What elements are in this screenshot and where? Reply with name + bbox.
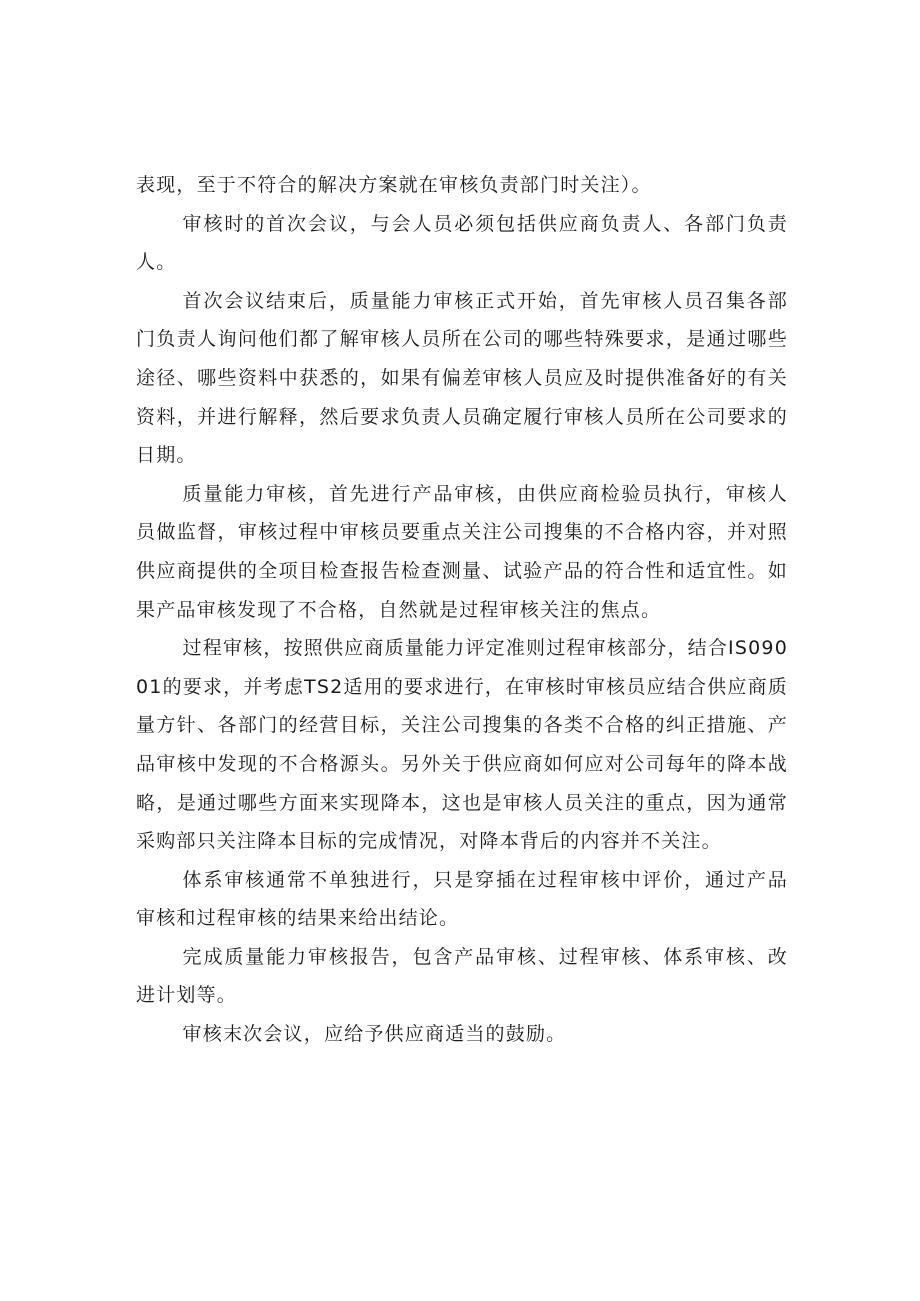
paragraph-continuation: 表现，至于不符合的解决方案就在审核负责部门时关注）。	[136, 174, 652, 196]
paragraph-product-audit: 质量能力审核，首先进行产品审核，由供应商检验员执行，审核人员做监督，审核过程中审核员要重点关注公司搜集的不合格内容，并对照供应商提供的全项目检查报告检查测量、试验产品的符合性和适宜性。如果产品审核发现了不合格，自然就是过程审核关注的焦点。	[136, 482, 788, 621]
paragraph-closing-meeting: 审核末次会议，应给予供应商适当的鼓励。	[182, 1023, 567, 1046]
paragraph-audit-report: 完成质量能力审核报告，包含产品审核、过程审核、体系审核、改进计划等。	[136, 945, 788, 1007]
paragraph-system-audit: 体系审核通常不单独进行，只是穿插在过程审核中评价，通过产品审核和过程审核的结果来给出结论。	[136, 868, 788, 930]
paragraph-process-audit: 过程审核，按照供应商质量能力评定准则过程审核部分，结合IS09001的要求，并考虑TS2适用的要求进行，在审核时审核员应结合供应商质量方针、各部门的经营目标，关注公司搜集的各类不合格的纠正措施、产品审核中发现的不合格源头。另外关于供应商如何应对公司每年的降本战略，是通过哪些方面来实现降本，这也是审核人员关注的重点，因为通常采购部只关注降本目标的完成情况，对降本背后的内容并不关注。	[136, 637, 788, 853]
document-body	[136, 166, 788, 1054]
paragraph-opening-meeting: 审核时的首次会议，与会人员必须包括供应商负责人、各部门负责人。	[136, 212, 788, 274]
paragraph-audit-start: 首次会议结束后，质量能力审核正式开始，首先审核人员召集各部门负责人询问他们都了解审核人员所在公司的哪些特殊要求，是通过哪些途径、哪些资料中获悉的，如果有偏差审核人员应及时提供准备好的有关资料，并进行解释，然后要求负责人员确定履行审核人员所在公司要求的日期。	[136, 289, 788, 467]
